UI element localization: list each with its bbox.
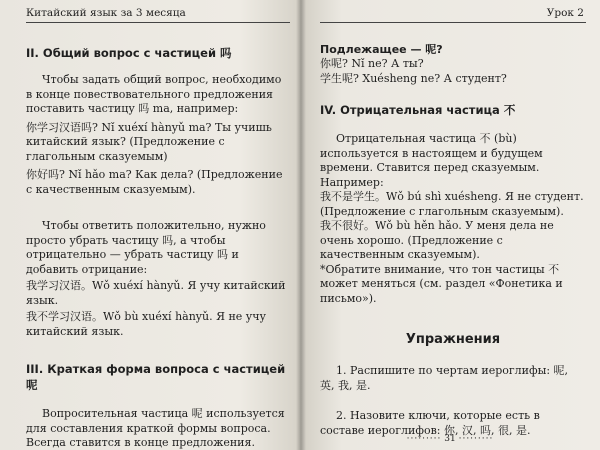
folio-dots-left: ········· <box>406 434 442 444</box>
header-rule-right <box>320 22 586 23</box>
page-folio <box>300 434 600 444</box>
example-negative-answer: 我不学习汉语。Wǒ bù xuéxí hànyǔ. Я не учу китайский язык. <box>26 310 267 338</box>
example-how-are-you: 你好吗? Nǐ hǎo ma? Как дела? (Предложение с качественным сказуемым). <box>26 168 283 196</box>
section-title-general-question: II. Общий вопрос с частицей 吗 <box>26 46 232 60</box>
paragraph-ne-particle: Вопросительная частица 呢 используется для составления краткой формы вопроса. Всегда ставится в конце предложения. <box>26 407 285 449</box>
example-positive-answer: 我学习汉语。Wǒ xuéxí hànyǔ. Я учу китайский язык. <box>26 279 286 307</box>
paragraph-answer-rules: Чтобы ответить положительно, нужно просто убрать частицу 吗, а чтобы отрицательно — убрать частицу 吗 и добавить отрицание: <box>26 219 266 276</box>
running-head-right: Урок 2 <box>546 7 584 19</box>
example-not-student: 我不是学生。Wǒ bú shì xuésheng. Я не студент. (Предложение с глагольным сказуемым). <box>320 190 584 218</box>
book-gutter-shadow <box>296 0 306 450</box>
folio-dots-right: ········· <box>458 434 494 444</box>
section-title-short-question: III. Краткая форма вопроса с частицей 呢 <box>26 362 286 392</box>
exercises-title: Упражнения <box>405 332 501 347</box>
right-page <box>300 0 600 450</box>
subheading-subject-ne: Подлежащее — 呢? <box>320 43 443 56</box>
example-study-chinese: 你学习汉语吗? Nǐ xuéxí hànyǔ ma? Ты учишь китайский язык? (Предложение с глагольным сказуемым) <box>26 120 272 163</box>
header-rule-left <box>26 22 290 23</box>
exercise-2: 2. Назовите ключи, которые есть в составе иероглифов: 你, 汉, 吗, 很, 是. <box>320 409 540 437</box>
example-and-you: 你呢? Nǐ ne? А ты? <box>320 57 424 70</box>
example-and-student: 学生呢? Xuésheng ne? А студент? <box>320 71 507 85</box>
running-head-left: Китайский язык за 3 месяца <box>26 7 186 19</box>
example-not-very-good: 我不很好。Wǒ bù hěn hǎo. У меня дела не очень хорошо. (Предложение с качественным сказуемым). <box>320 219 554 261</box>
exercise-1: 1. Распишите по чертам иероглифы: 呢, 英, 我, 是. <box>320 364 569 392</box>
section-title-negative-particle: IV. Отрицательная частица 不 <box>320 103 516 117</box>
paragraph-general-question-intro: Чтобы задать общий вопрос, необходимо в конце повествовательного предложения поставить частицу 吗 ma, например: <box>26 73 282 115</box>
paragraph-bu-usage: Отрицательная частица 不 (bù) используется в настоящем и будущем времени. Ставится перед сказуемым. Например: <box>320 132 543 189</box>
page-number: 31 <box>444 434 456 444</box>
note-tone-change: *Обратите внимание, что тон частицы 不 может меняться (см. раздел «Фонетика и письмо»). <box>320 262 563 305</box>
